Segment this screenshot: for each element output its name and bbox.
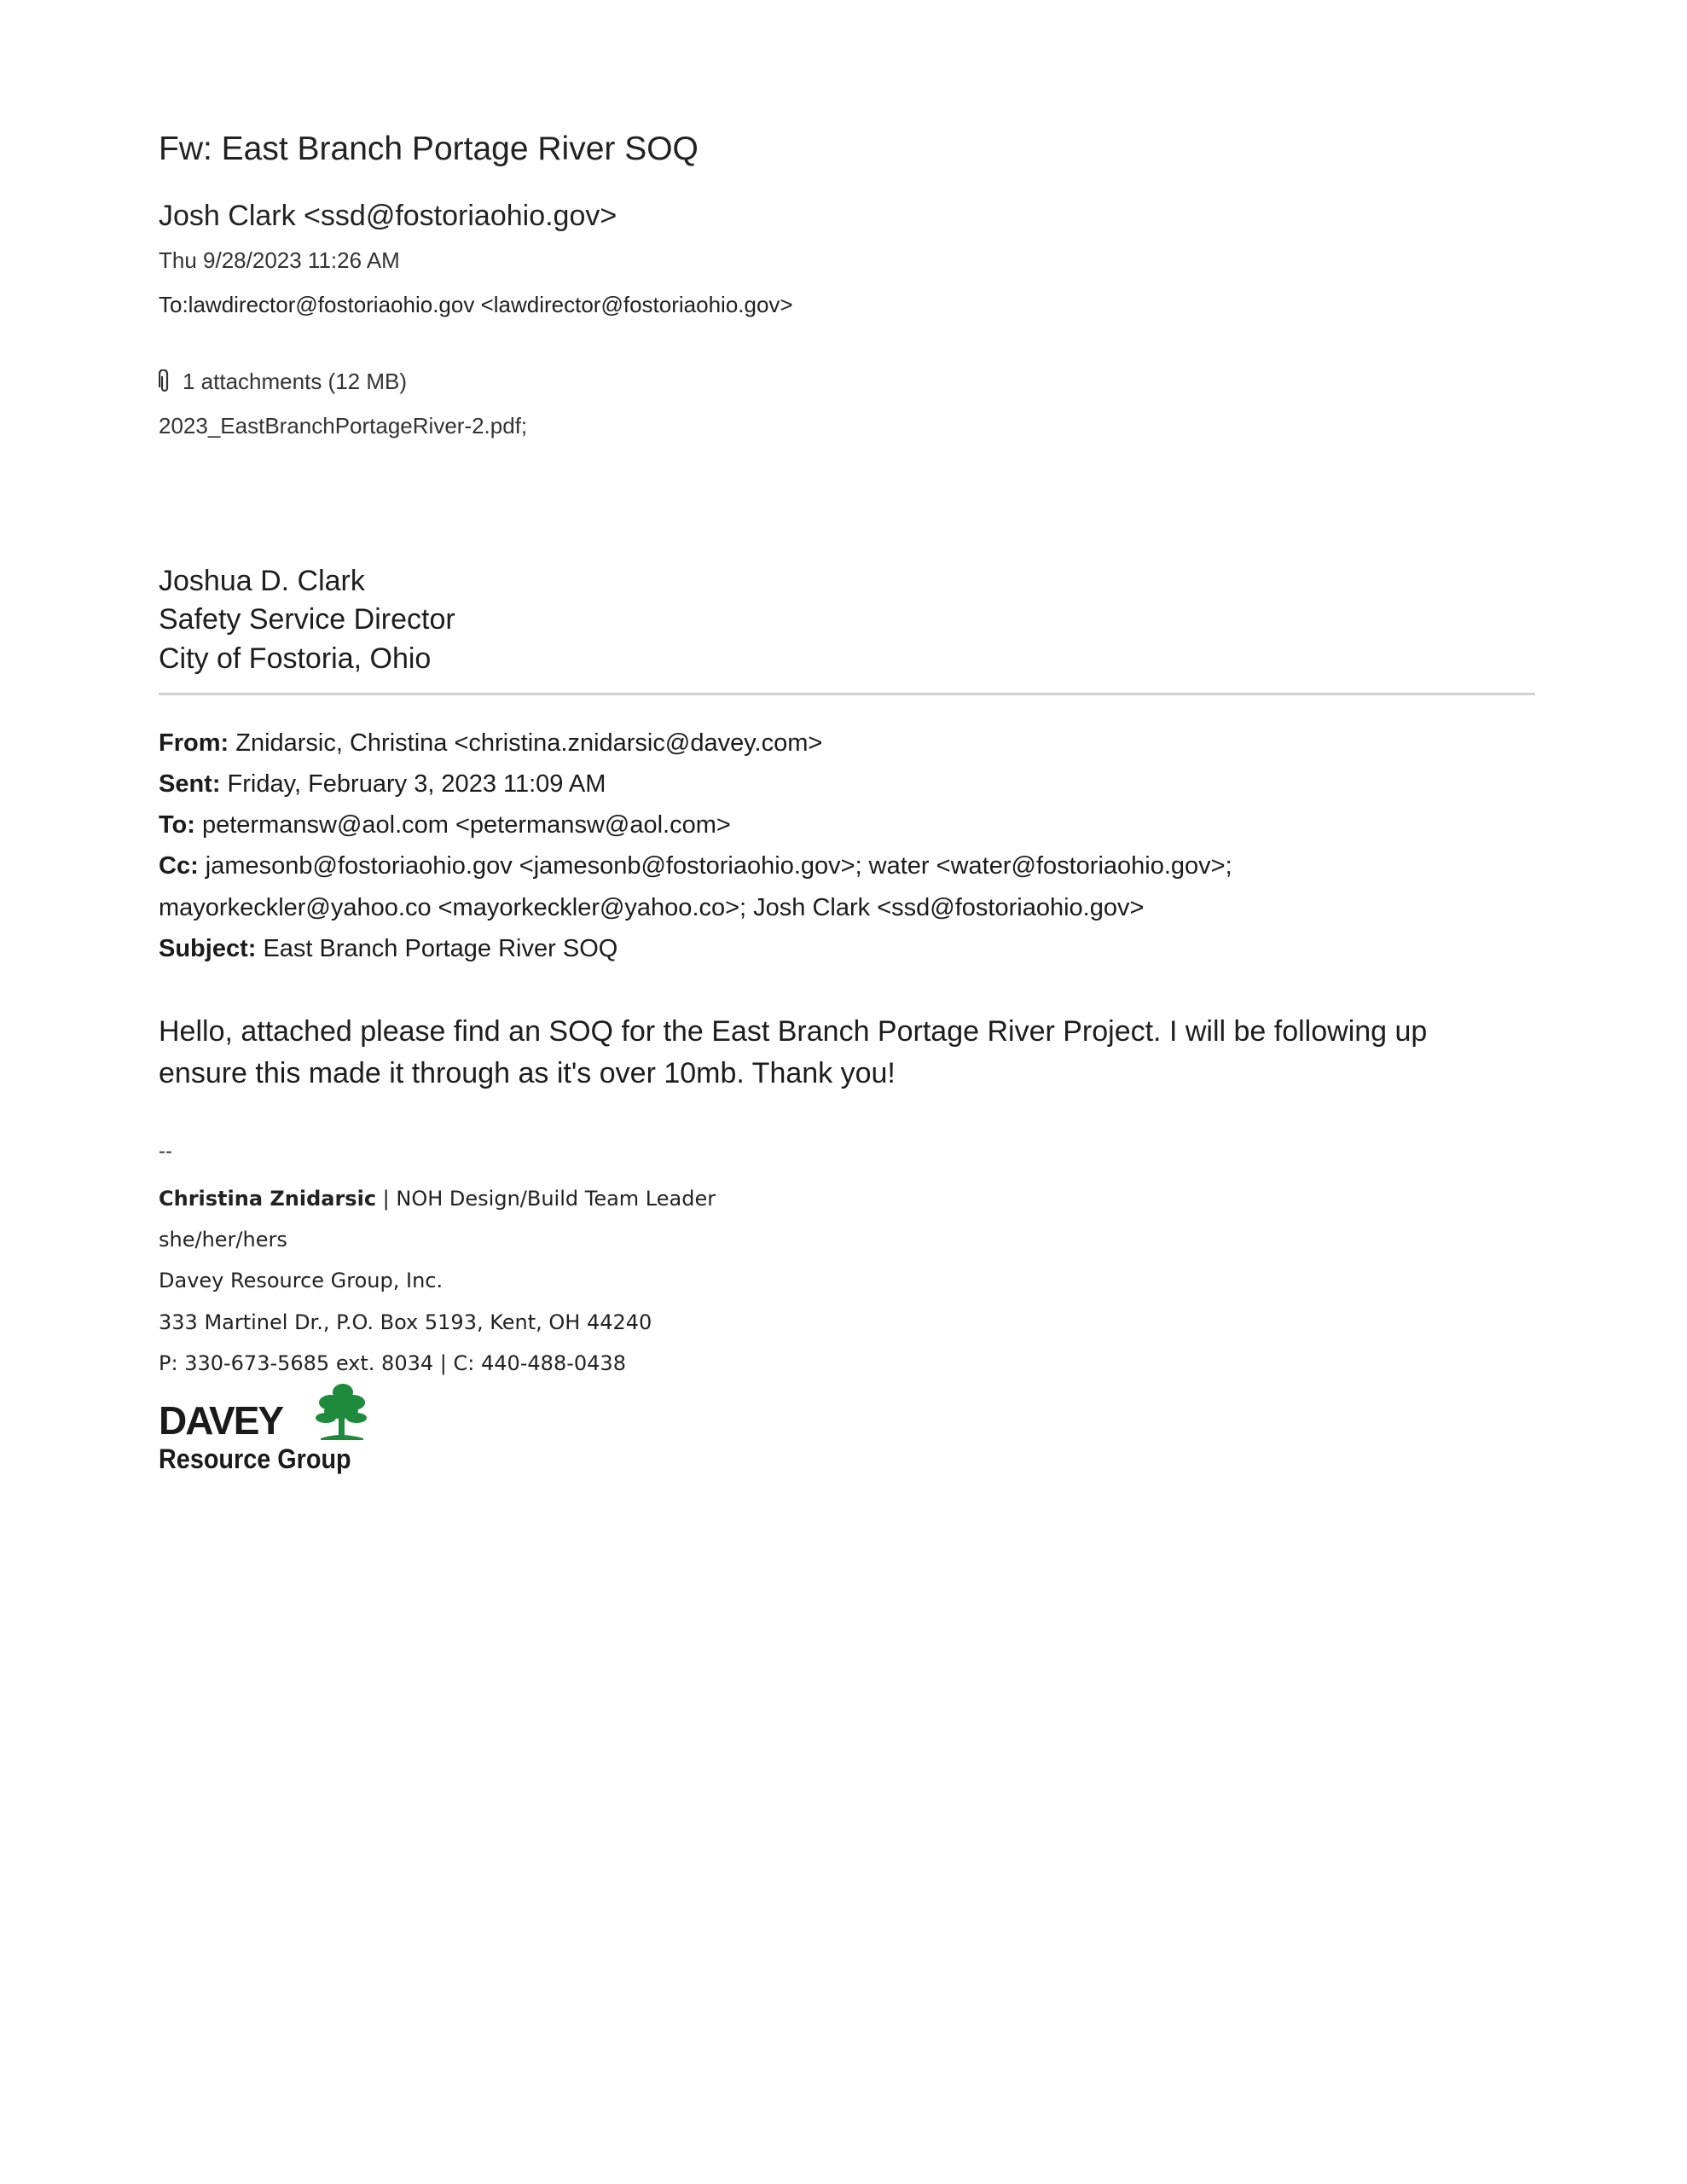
attachments-summary[interactable] [159, 369, 407, 393]
sent-value: Friday, February 3, 2023 11:09 AM [220, 770, 606, 798]
cc-value-line1: jamesonb@fostoriaohio.gov <jamesonb@fostoriaohio.gov>; water <water@fostoriaohio.gov>; [198, 852, 1232, 880]
to-value: petermansw@aol.com <petermansw@aol.com> [194, 811, 731, 839]
to-label: To: [159, 811, 195, 839]
original-cc [159, 854, 1232, 879]
signature-phone: P: 330-673-5685 ext. 8034 | C: 440-488-0438 [159, 1351, 626, 1375]
attachments-count: 1 attachments (12 MB) [183, 369, 407, 394]
message-body-line-1: Hello, attached please find an SOQ for the East Branch Portage River Project. I will be following up [159, 1015, 1428, 1048]
paperclip-icon [159, 369, 171, 393]
subject-label: Subject: [159, 935, 257, 962]
signature-pronouns: she/her/hers [159, 1228, 287, 1252]
subject-value: East Branch Portage River SOQ [256, 935, 618, 962]
message-body-line-2: ensure this made it through as it's over 10mb. Thank you! [159, 1057, 896, 1089]
signature-address: 333 Martinel Dr., P.O. Box 5193, Kent, OH 44240 [159, 1310, 652, 1334]
forwarder-name: Joshua D. Clark [159, 565, 365, 597]
from-label: From: [159, 729, 229, 757]
email-recipient: To:lawdirector@fostoriaohio.gov <lawdirector@fostoriaohio.gov> [159, 292, 793, 317]
original-to [159, 813, 731, 838]
signature-separator: -- [159, 1140, 172, 1163]
forwarder-org: City of Fostoria, Ohio [159, 642, 432, 675]
davey-logo [159, 1382, 380, 1484]
original-sent [159, 772, 606, 797]
signature-name-role [159, 1188, 716, 1209]
email-subject-title: Fw: East Branch Portage River SOQ [159, 131, 699, 167]
cc-label: Cc: [159, 852, 199, 880]
signature-role: | NOH Design/Build Team Leader [376, 1187, 716, 1211]
email-sender[interactable]: Josh Clark <ssd@fostoriaohio.gov> [159, 200, 617, 232]
original-subject [159, 937, 617, 961]
email-date: Thu 9/28/2023 11:26 AM [159, 247, 400, 273]
sent-label: Sent: [159, 770, 221, 798]
logo-wordmark: DAVEY [159, 1398, 283, 1443]
signature-name: Christina Znidarsic [159, 1187, 377, 1211]
from-value: Znidarsic, Christina <christina.znidarsic@davey.com> [229, 729, 823, 757]
original-from [159, 731, 822, 756]
forwarder-title: Safety Service Director [159, 603, 455, 636]
logo-subtitle: Resource Group [159, 1443, 351, 1474]
attachment-filename[interactable]: 2023_EastBranchPortageRiver-2.pdf; [159, 413, 528, 439]
signature-company: Davey Resource Group, Inc. [159, 1269, 443, 1292]
message-divider [159, 693, 1535, 695]
tree-icon [312, 1382, 370, 1443]
original-cc-continued: mayorkeckler@yahoo.co <mayorkeckler@yahoo.co>; Josh Clark <ssd@fostoriaohio.gov> [159, 894, 1145, 921]
